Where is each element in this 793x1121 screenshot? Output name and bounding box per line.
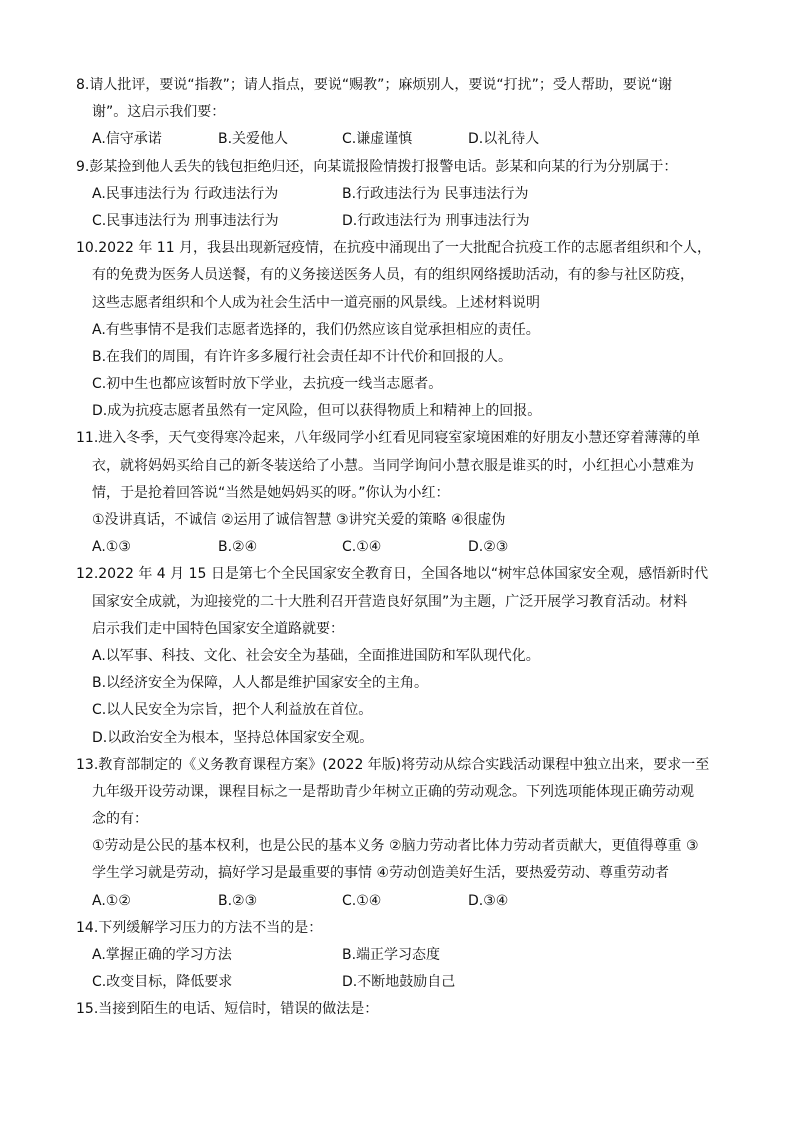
question-number: 8.: [76, 77, 90, 93]
answer-option[interactable]: A.①③: [92, 539, 131, 556]
question-9: [0, 154, 793, 236]
question-11: [0, 425, 793, 561]
stem-text: 启示我们走中国特色国家安全道路就要：: [92, 620, 344, 637]
question-stem-continued: [0, 616, 793, 643]
answer-option[interactable]: B.端正学习态度: [342, 947, 441, 963]
answer-option[interactable]: A.有些事情不是我们志愿者选择的，我们仍然应该自觉承担相应的责任。: [92, 321, 540, 338]
options-row: [0, 942, 793, 969]
question-8: [0, 72, 793, 154]
answer-option[interactable]: B.在我们的周围，有许许多多履行社会责任却不计代价和回报的人。: [92, 348, 513, 365]
stem-text: 教育部制定的《义务教育课程方案》(2022 年版)将劳动从综合实践活动课程中独立出来，要求一至: [98, 756, 710, 773]
options-row: [0, 888, 793, 915]
stem-text: 有的免费为医务人员送餐，有的义务接送医务人员，有的组织网络援助活动，有的参与社区防疫，: [92, 267, 694, 284]
options-row: [0, 208, 793, 235]
question-stem-continued: [0, 290, 793, 317]
question-number: 15.: [76, 1001, 99, 1018]
question-stem: [0, 235, 793, 262]
question-number: 12.: [76, 566, 99, 583]
options-row: [0, 534, 793, 561]
stem-text: 下列缓解学习压力的方法不当的是：: [98, 919, 323, 936]
question-stem-continued: [0, 860, 793, 887]
answer-option[interactable]: D.行政违法行为 刑事违法行为: [342, 212, 530, 229]
answer-option[interactable]: C.民事违法行为 刑事违法行为: [92, 212, 279, 229]
answer-option[interactable]: B.②③: [218, 892, 258, 909]
options-row: [0, 398, 793, 425]
answer-option[interactable]: B.关爱他人: [218, 131, 289, 148]
answer-option[interactable]: D.成为抗疫志愿者虽然有一定风险，但可以获得物质上和精神上的回报。: [92, 403, 542, 420]
answer-option[interactable]: B.②④: [218, 539, 258, 556]
question-stem-continued: [0, 262, 793, 289]
question-stem-continued: [0, 589, 793, 616]
question-number: 9.: [76, 158, 90, 175]
stem-text: 2022 年 11 月，我县出现新冠疫情，在抗疫中涌现出了一大批配合抗疫工作的志愿者组织和个人，: [98, 240, 712, 257]
answer-option[interactable]: C.①④: [342, 892, 382, 909]
question-10: [0, 235, 793, 425]
stem-text: 2022 年 4 月 15 日是第七个全民国家安全教育日，全国各地以“树牢总体国家安全观，感悟新时代: [98, 566, 709, 583]
question-stem-continued: [0, 453, 793, 480]
question-number: 13.: [76, 756, 99, 773]
stem-text: 国家安全成就，为迎接党的二十大胜利召开营造良好氛围”为主题，广泛开展学习教育活动。材料: [92, 593, 688, 610]
stem-text: 进入冬季，天气变得寒冷起来，八年级同学小红看见同寝室家境困难的好朋友小慧还穿着薄薄的单: [98, 430, 701, 447]
answer-option[interactable]: C.①④: [342, 539, 382, 556]
question-12: [0, 561, 793, 751]
options-row: [0, 181, 793, 208]
answer-option[interactable]: A.掌握正确的学习方法: [92, 947, 232, 963]
answer-option[interactable]: B.行政违法行为 民事违法行为: [342, 185, 529, 202]
stem-text: 当接到陌生的电话、短信时，错误的做法是：: [98, 1001, 379, 1018]
stem-text: 这些志愿者组织和个人成为社会生活中一道亮丽的风景线。上述材料说明: [92, 294, 540, 311]
question-stem: [0, 72, 793, 99]
answer-option[interactable]: A.信守承诺: [92, 131, 162, 148]
answer-option[interactable]: D.③④: [468, 892, 509, 909]
question-stem-continued: [0, 507, 793, 534]
stem-text: 衣，就将妈妈买给自己的新冬装送给了小慧。当同学询问小慧衣服是谁买的时，小红担心小慧难为: [92, 457, 694, 474]
answer-option[interactable]: B.以经济安全为保障，人人都是维护国家安全的主角。: [92, 675, 429, 692]
question-stem-continued: [0, 779, 793, 806]
answer-option[interactable]: D.②③: [468, 539, 509, 556]
question-stem-continued: [0, 806, 793, 833]
stem-text: 念的有：: [92, 811, 148, 828]
answer-option[interactable]: A.以军事、科技、文化、社会安全为基础，全面推进国防和军队现代化。: [92, 647, 540, 664]
options-row: [0, 317, 793, 344]
answer-option[interactable]: D.以礼待人: [468, 131, 540, 148]
question-number: 14.: [76, 919, 99, 936]
options-row: [0, 344, 793, 371]
question-stem-continued: [0, 480, 793, 507]
answer-option[interactable]: C.以人民安全为宗旨，把个人利益放在首位。: [92, 702, 373, 719]
question-number: 11.: [76, 430, 99, 447]
answer-option[interactable]: C.改变目标，降低要求: [92, 974, 233, 991]
options-row: [0, 126, 793, 153]
answer-option[interactable]: A.民事违法行为 行政违法行为: [92, 185, 279, 202]
options-row: [0, 969, 793, 996]
exam-page: [0, 72, 793, 1024]
stem-text: 情，于是抢着回答说“当然是她妈妈买的呀。”你认为小红：: [92, 484, 450, 501]
question-stem-continued: [0, 99, 793, 126]
answer-option[interactable]: A.①②: [92, 892, 131, 909]
question-stem: [0, 425, 793, 452]
stem-text: 请人批评，要说“指教”；请人指点，要说“赐教”；麻烦别人，要说“打扰”；受人帮助，要说“谢: [89, 77, 673, 93]
stem-text: 谢”。这启示我们要：: [92, 104, 226, 121]
question-stem: [0, 996, 793, 1023]
question-stem-continued: [0, 833, 793, 860]
options-row: [0, 643, 793, 670]
answer-option[interactable]: D.以政治安全为根本，坚持总体国家安全观。: [92, 729, 374, 746]
question-14: [0, 915, 793, 997]
stem-text: 彭某捡到他人丢失的钱包拒绝归还，向某谎报险情拨打报警电话。彭某和向某的行为分别属于：: [89, 158, 678, 175]
options-row: [0, 725, 793, 752]
options-row: [0, 697, 793, 724]
question-number: 10.: [76, 240, 99, 257]
question-stem: [0, 915, 793, 942]
question-stem: [0, 752, 793, 779]
answer-option[interactable]: C.初中生也都应该暂时放下学业，去抗疫一线当志愿者。: [92, 376, 443, 393]
stem-text: ①没讲真话，不诚信 ②运用了诚信智慧 ③讲究关爱的策略 ④很虚伪: [92, 512, 506, 528]
stem-text: ①劳动是公民的基本权利，也是公民的基本义务 ②脑力劳动者比体力劳动者贡献大，更值得尊重 ③: [92, 838, 699, 855]
options-row: [0, 670, 793, 697]
question-stem: [0, 561, 793, 588]
question-stem: [0, 154, 793, 181]
question-13: [0, 752, 793, 915]
stem-text: 九年级开设劳动课，课程目标之一是帮助青少年树立正确的劳动观念。下列选项能体现正确劳动观: [92, 783, 694, 800]
answer-option[interactable]: C.谦虚谨慎: [342, 131, 413, 148]
answer-option[interactable]: D.不断地鼓励自己: [342, 974, 456, 991]
options-row: [0, 371, 793, 398]
question-15: [0, 996, 793, 1023]
stem-text: 学生学习就是劳动，搞好学习是最重要的事情 ④劳动创造美好生活，要热爱劳动、尊重劳动者: [92, 865, 669, 882]
